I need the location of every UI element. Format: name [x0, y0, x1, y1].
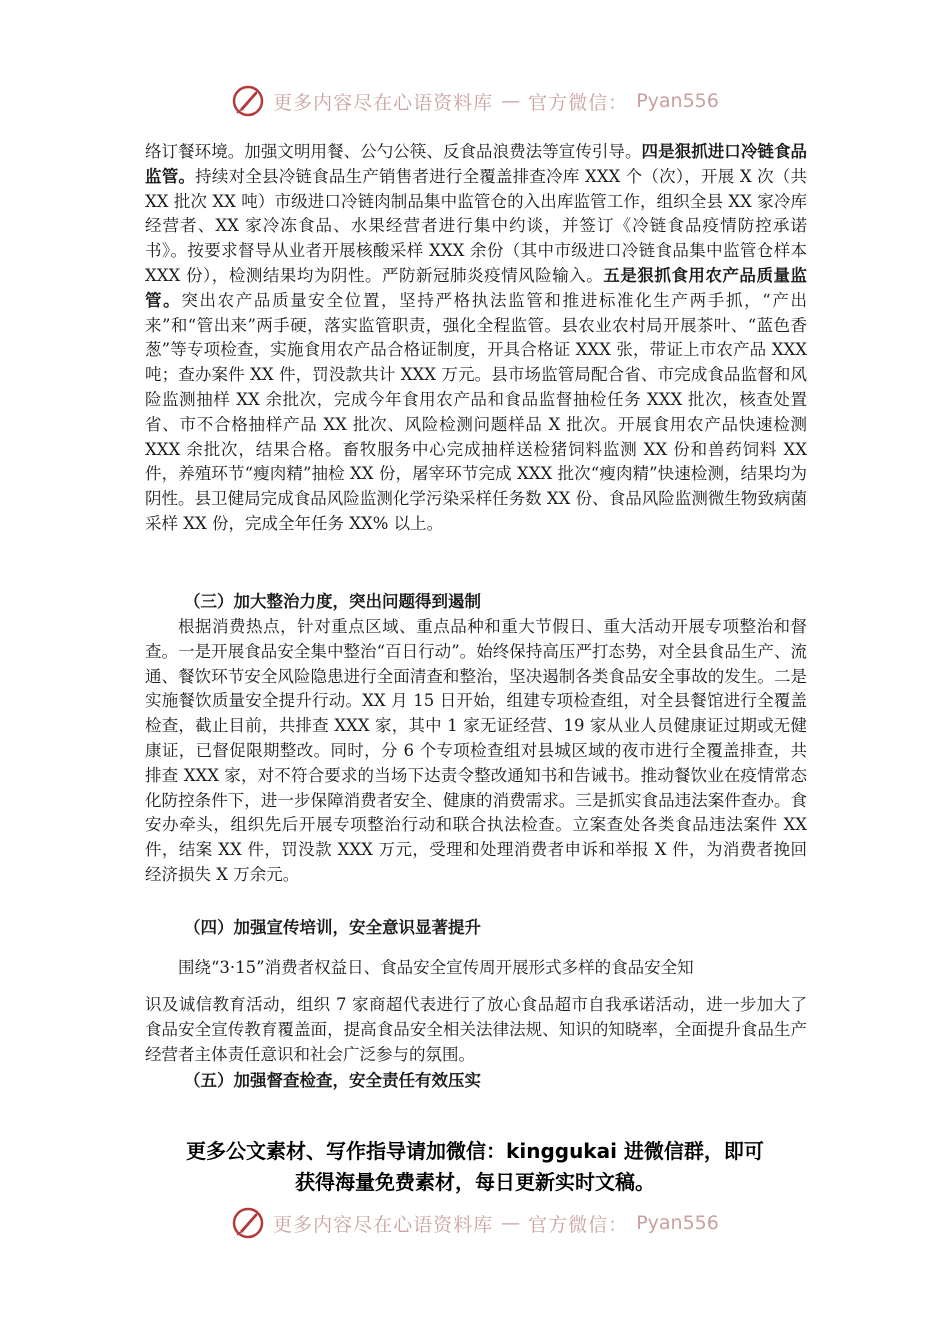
promo-line-1: 更多公文素材、写作指导请加微信：kinggukai 进微信群，即可	[186, 1139, 764, 1163]
section4-heading: （四）加强宣传培训，安全意识显著提升	[184, 918, 481, 937]
section2-text-1: 络订餐环境。加强文明用餐、公勺公筷、反食品浪费法等宣传引导。	[145, 142, 642, 161]
quill-logo-icon	[231, 1206, 265, 1240]
section2-point-5: 五是狠抓食用农产品质量监管。	[145, 265, 807, 310]
watermark-id: Pyan556	[636, 1212, 719, 1234]
watermark-text: 更多内容尽在心语资料库	[273, 91, 494, 114]
watermark-id: Pyan556	[636, 90, 719, 112]
section5-heading: （五）加强督查检查，安全责任有效压实	[184, 1071, 481, 1090]
watermark-separator: —	[501, 90, 521, 112]
section2-text-3: 持续对全县冷链食品生产销售者进行全覆盖排查冷库 XXX 个（次），开展 X 次（共 XX 批次 XX 吨）市级进口冷链肉制品集中监管仓的入出库监管工作，组织全县 XX 家冷库经营者、XX 家冷冻食品、水果经营者进行集中约谈，并签订《冷链食品疫情防控承诺书》。按要求督导从业者开展核酸采样 XXX 余份（其中市级进口冷链食品集中监管仓样本 XXX 份），检测结果均为阴性。严防新冠肺炎疫情风险输入。	[145, 166, 808, 285]
section3-heading: （三）加大整治力度，突出问题得到遏制	[184, 592, 481, 611]
section3-body: 根据消费热点，针对重点区域、重点品种和重大节假日、重大活动开展专项整治和督查。一是开展食品安全集中整治“百日行动”。始终保持高压严打态势，对全县食品生产、流通、餐饮环节安全风险隐患进行全面清查和整治，坚决遏制各类食品安全事故的发生。二是实施餐饮质量安全提升行动。XX 月 15 日开始，组建专项检查组，对全县餐馆进行全覆盖检查，截止目前，共排查 XXX 家，其中 1 家无证经营、19 家从业人员健康证过期或无健康证，已督促限期整改。同时，分 6 个专项检查组对县城区域的夜市进行全覆盖排查，共排查 XXX 家，对不符合要求的当场下达责令整改通知书和告诫书。推动餐饮业在疫情常态化防控条件下，进一步保障消费者安全、健康的消费需求。三是抓实食品违法案件查办。食安办牵头，组织先后开展专项整治行动和联合执法检查。立案查处各类食品违法案件 XX 件，结案 XX 件，罚没款 XXX 万元，受理和处理消费者申诉和举报 X 件，为消费者挽回经济损失 X 万余元。	[145, 617, 807, 884]
watermark-text: 更多内容尽在心语资料库	[273, 1213, 494, 1236]
watermark-separator: —	[501, 1212, 521, 1234]
promo-line-2: 获得海量免费素材，每日更新实时文稿。	[295, 1170, 655, 1194]
section4-body-first-line: 围绕“3·15”消费者权益日、食品安全宣传周开展形式多样的食品安全知	[178, 958, 694, 977]
section4-body: 识及诚信教育活动，组织 7 家商超代表进行了放心食品超市自我承诺活动，进一步加大了食品安全宣传教育覆盖面，提高食品安全相关法律法规、知识的知晓率，全面提升食品生产经营者主体责任意识和社会广泛参与的氛围。	[145, 995, 807, 1064]
watermark-official: 官方微信：	[528, 1213, 629, 1236]
section2-point-4: 四是狠抓进口冷链食品监管。	[145, 142, 808, 186]
watermark-official: 官方微信：	[528, 91, 629, 114]
promo-text	[100, 1136, 850, 1198]
quill-logo-icon	[231, 84, 265, 118]
section2-text-5: 突出农产品质量安全位置，坚持严格执法监管和推进标准化生产两手抓，“产出来”和“管出来”两手硬，落实监管职责，强化全程监管。县农业农村局开展茶叶、“蓝色香葱”等专项检查，实施食用农产品合格证制度，开具合格证 XXX 张，带证上市农产品 XXX 吨；查办案件 XX 件，罚没款共计 XXX 万元。县市场监管局配合省、市完成食品监督和风险监测抽样 XX 余批次，完成今年食用农产品和食品监督抽检任务 XXX 批次，核查处置省、市不合格抽样产品 XX 批次、风险检测问题样品 X 批次。开展食用农产品快速检测 XXX 余批次，结果合格。畜牧服务中心完成抽样送检猪饲料监测 XX 份和兽药饲料 XX 件，养殖环节“瘦肉精”抽检 XX 份，屠宰环节完成 XXX 批次“瘦肉精”快速检测，结果均为阴性。县卫健局完成食品风险监测化学污染采样任务数 XX 份、食品风险监测微生物致病菌采样 XX 份，完成全年任务 XX% 以上。	[145, 290, 808, 533]
section2-continuation	[145, 140, 807, 537]
header-watermark	[0, 84, 950, 118]
footer-watermark	[0, 1206, 950, 1240]
